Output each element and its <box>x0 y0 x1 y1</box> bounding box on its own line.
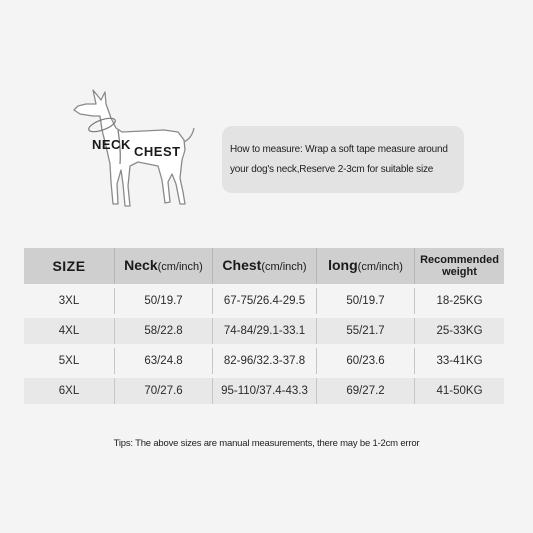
how-to-measure-box <box>222 126 464 193</box>
cell-size: 6XL <box>24 378 114 404</box>
cell-chest: 82-96/32.3-37.8 <box>212 348 316 374</box>
cell-long: 55/21.7 <box>316 318 414 344</box>
chest-label: CHEST <box>134 144 181 159</box>
table-row <box>24 348 504 374</box>
size-chart-table <box>24 244 504 408</box>
cell-long: 60/23.6 <box>316 348 414 374</box>
cell-neck: 70/27.6 <box>114 378 212 404</box>
cell-size: 5XL <box>24 348 114 374</box>
header-chest-label: Chest <box>222 257 262 273</box>
cell-chest: 74-84/29.1-33.1 <box>212 318 316 344</box>
cell-chest: 95-110/37.4-43.3 <box>212 378 316 404</box>
neck-label: NECK <box>92 137 131 152</box>
table-row <box>24 378 504 404</box>
cell-weight: 33-41KG <box>414 348 504 374</box>
header-long-unit: (cm/inch) <box>357 261 403 273</box>
how-to-measure-line-1: How to measure: Wrap a soft tape measure around <box>230 144 448 155</box>
header-long-label: long <box>328 257 358 273</box>
cell-weight: 41-50KG <box>414 378 504 404</box>
cell-neck: 63/24.8 <box>114 348 212 374</box>
header-size <box>24 248 114 284</box>
cell-neck: 58/22.8 <box>114 318 212 344</box>
dog-measurement-diagram <box>66 88 216 218</box>
header-chest <box>212 248 316 284</box>
table-row <box>24 318 504 344</box>
cell-long: 69/27.2 <box>316 378 414 404</box>
header-neck <box>114 248 212 284</box>
header-long <box>316 248 414 284</box>
header-neck-unit: (cm/inch) <box>157 261 203 273</box>
header-neck-label: Neck <box>124 257 158 273</box>
cell-weight: 25-33KG <box>414 318 504 344</box>
header-recommended-weight: Recommended weight <box>414 248 504 284</box>
cell-long: 50/19.7 <box>316 288 414 314</box>
table-header-row <box>24 248 504 284</box>
cell-size: 4XL <box>24 318 114 344</box>
header-chest-unit: (cm/inch) <box>261 261 307 273</box>
cell-neck: 50/19.7 <box>114 288 212 314</box>
cell-size: 3XL <box>24 288 114 314</box>
header-size-label: SIZE <box>52 258 86 274</box>
table-row <box>24 288 504 314</box>
how-to-measure-line-2: your dog's neck,Reserve 2-3cm for suitable size <box>230 164 434 175</box>
tips-note: Tips: The above sizes are manual measurements, there may be 1-2cm error <box>113 438 420 449</box>
cell-chest: 67-75/26.4-29.5 <box>212 288 316 314</box>
cell-weight: 18-25KG <box>414 288 504 314</box>
